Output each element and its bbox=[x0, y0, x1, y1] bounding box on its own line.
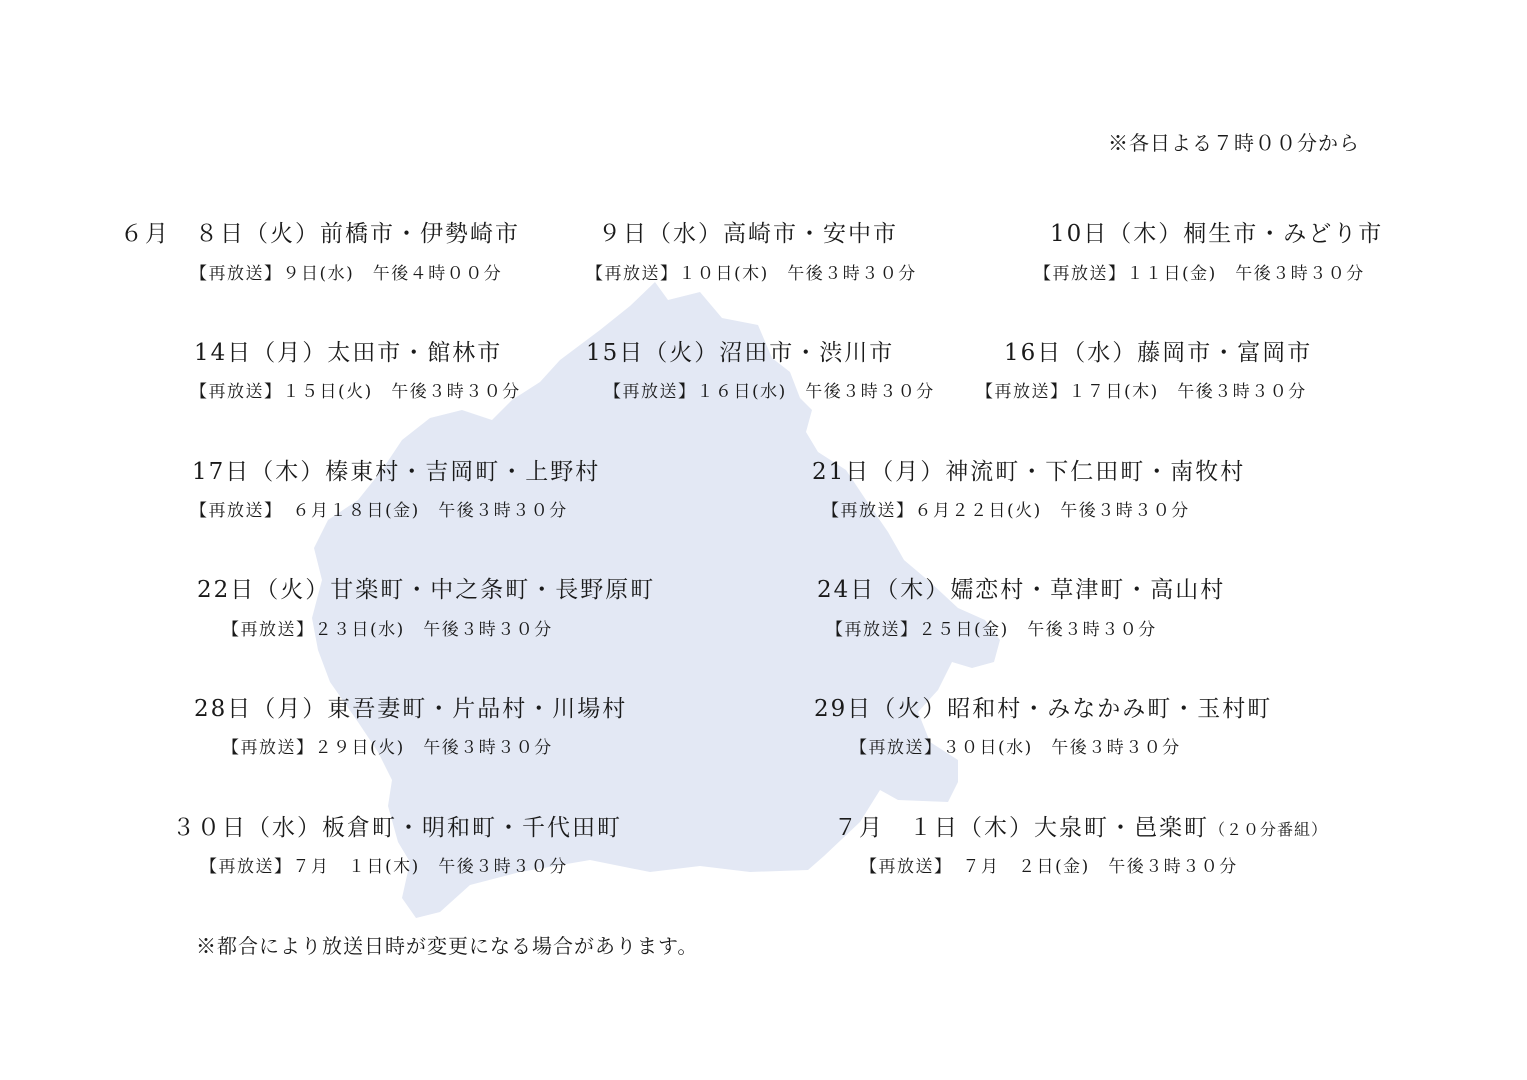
entry-date: 24日（木） bbox=[817, 577, 951, 603]
entry-rebroadcast: 【再放送】３０日(水) 午後３時３０分 bbox=[850, 738, 1181, 758]
entry-date: 10日（木） bbox=[1050, 221, 1184, 247]
entry-rebroadcast: 【再放送】 ７月 ２日(金) 午後３時３０分 bbox=[860, 857, 1238, 877]
broadcast-time-note: ※各日よる７時００分から bbox=[1108, 131, 1360, 155]
entry-places: 高崎市・安中市 bbox=[723, 221, 898, 247]
entry-rebroadcast: 【再放送】１１日(金) 午後３時３０分 bbox=[1034, 264, 1365, 284]
entry-rebroadcast: 【再放送】１７日(木) 午後３時３０分 bbox=[976, 382, 1307, 402]
entry-date: 17日（木） bbox=[192, 459, 326, 485]
entry-rebroadcast: 【再放送】９日(水) 午後４時００分 bbox=[190, 264, 503, 284]
entry-date: ７月 １日（木） bbox=[834, 815, 1034, 841]
entry-places: 桐生市・みどり市 bbox=[1183, 221, 1384, 247]
entry-places: 嬬恋村・草津町・高山村 bbox=[950, 577, 1226, 603]
entry-program-length: （２０分番組） bbox=[1209, 820, 1329, 839]
footer-disclaimer: ※都合により放送日時が変更になる場合があります。 bbox=[196, 934, 699, 958]
entry-rebroadcast: 【再放送】６月２２日(火) 午後３時３０分 bbox=[822, 501, 1190, 521]
entry-date: ６月 ８日（火） bbox=[120, 221, 320, 247]
entry-date: 16日（水） bbox=[1004, 340, 1138, 366]
entry-date: 28日（月） bbox=[194, 696, 328, 722]
entry-date: 22日（火） bbox=[197, 577, 331, 603]
entry-date: ３０日（水） bbox=[172, 815, 322, 841]
entry-rebroadcast: 【再放送】 ６月１８日(金) 午後３時３０分 bbox=[190, 501, 568, 521]
entry-places: 藤岡市・富岡市 bbox=[1137, 340, 1313, 366]
entry-rebroadcast: 【再放送】１６日(水) 午後３時３０分 bbox=[604, 382, 935, 402]
entry-date: 21日（月） bbox=[812, 459, 946, 485]
entry-places: 神流町・下仁田町・南牧村 bbox=[945, 459, 1246, 485]
entry-date: 15日（火） bbox=[586, 340, 720, 366]
entry-date: 29日（火） bbox=[814, 696, 948, 722]
entry-places: 昭和村・みなかみ町・玉村町 bbox=[947, 696, 1273, 722]
entry-places: 甘楽町・中之条町・長野原町 bbox=[330, 577, 656, 603]
entry-places: 大泉町・邑楽町 bbox=[1034, 815, 1209, 841]
entry-places: 榛東村・吉岡町・上野村 bbox=[325, 459, 601, 485]
entry-rebroadcast: 【再放送】７月 １日(木) 午後３時３０分 bbox=[200, 857, 568, 877]
entry-places: 東吾妻町・片品村・川場村 bbox=[327, 696, 628, 722]
entry-places: 前橋市・伊勢崎市 bbox=[320, 221, 520, 247]
entry-rebroadcast: 【再放送】１０日(木) 午後３時３０分 bbox=[586, 264, 917, 284]
entry-places: 太田市・館林市 bbox=[327, 340, 503, 366]
entry-rebroadcast: 【再放送】２３日(水) 午後３時３０分 bbox=[222, 620, 553, 640]
entry-rebroadcast: 【再放送】２５日(金) 午後３時３０分 bbox=[826, 620, 1157, 640]
entry-rebroadcast: 【再放送】１５日(火) 午後３時３０分 bbox=[190, 382, 521, 402]
entry-rebroadcast: 【再放送】２９日(火) 午後３時３０分 bbox=[222, 738, 553, 758]
entry-date: ９日（水） bbox=[598, 221, 723, 247]
entry-places: 板倉町・明和町・千代田町 bbox=[322, 815, 622, 841]
entry-places: 沼田市・渋川市 bbox=[719, 340, 895, 366]
entry-date: 14日（月） bbox=[194, 340, 328, 366]
